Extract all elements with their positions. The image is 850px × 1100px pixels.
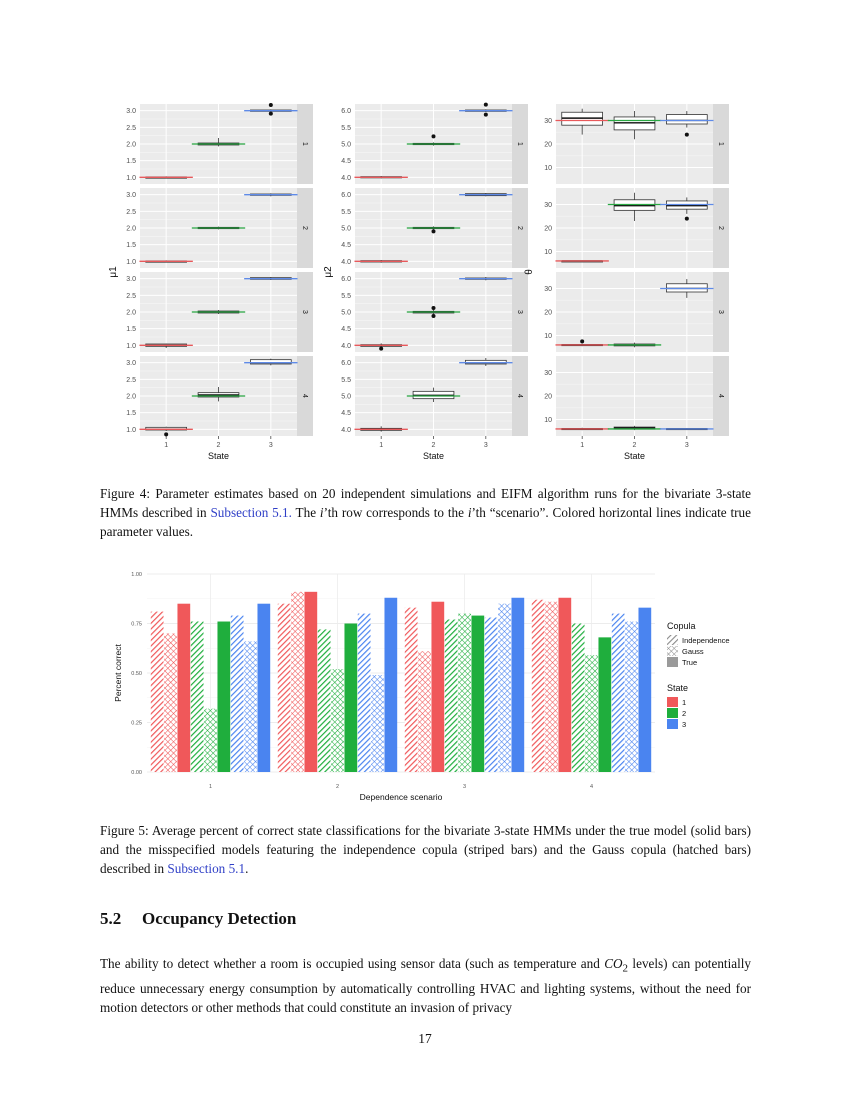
y-tick-label: 6.0 — [341, 276, 351, 284]
bar-scenario-1-state-3-independence — [231, 616, 244, 772]
outlier-point — [164, 432, 168, 436]
x-tick-label: 3 — [462, 784, 467, 790]
outlier-point — [685, 217, 689, 221]
y-tick-label: 1.0 — [126, 342, 136, 350]
x-tick-label: 2 — [431, 442, 436, 449]
bar-scenario-2-state-3-true — [384, 598, 397, 772]
y-tick-label: 1.0 — [126, 174, 136, 182]
y-axis-title: θ — [524, 269, 535, 275]
figure-4-boxplots — [100, 96, 750, 466]
bar-scenario-2-state-2-independence — [318, 629, 331, 772]
bar-scenario-2-state-3-gauss — [371, 675, 384, 772]
y-tick-label: 4.5 — [341, 158, 351, 166]
legend-key-state — [667, 708, 678, 718]
y-tick-label: 5.0 — [341, 309, 351, 317]
outlier-point — [685, 133, 689, 137]
section-title: Occupancy Detection — [142, 909, 297, 928]
y-tick-label: 10 — [544, 165, 552, 173]
x-axis-title: State — [207, 451, 230, 461]
x-tick-label: 2 — [632, 442, 637, 449]
section-heading — [100, 909, 296, 929]
facet-label: 1 — [717, 142, 724, 146]
bar-scenario-3-state-3-gauss — [498, 604, 511, 772]
y-tick-label: 2.5 — [126, 292, 136, 300]
y-tick-label: 30 — [544, 369, 552, 377]
x-tick-label: 1 — [580, 442, 585, 449]
y-tick-label: 4.0 — [341, 342, 351, 350]
bar-scenario-1-state-3-gauss — [244, 641, 257, 772]
x-tick-label: 1 — [379, 442, 384, 449]
x-axis-title: State — [623, 451, 646, 461]
x-tick-label: 1 — [208, 784, 213, 790]
legend-title-copula: Copula — [667, 621, 696, 631]
x-axis-title: State — [422, 451, 445, 461]
y-tick-label: 4.0 — [341, 258, 351, 266]
bar-scenario-4-state-3-true — [638, 608, 651, 772]
bar-scenario-3-state-2-independence — [445, 620, 458, 772]
box — [666, 115, 707, 124]
y-axis-title: Percent correct — [113, 644, 123, 702]
figure-5-label: Figure 5: — [100, 823, 149, 838]
y-tick-label: 5.0 — [341, 225, 351, 233]
legend-key-state — [667, 719, 678, 729]
bar-scenario-4-state-1-true — [558, 598, 571, 772]
bar-scenario-3-state-2-gauss — [458, 614, 471, 772]
bar-scenario-2-state-2-gauss — [331, 669, 344, 772]
panel-3-1 — [544, 104, 729, 184]
y-tick-label: 4.0 — [341, 174, 351, 182]
panel-1-4 — [126, 356, 313, 436]
bar-scenario-2-state-1-independence — [278, 604, 291, 772]
facet-label: 2 — [301, 226, 308, 230]
panel-1-2 — [126, 188, 313, 268]
subsection-link[interactable]: Subsection 5.1. — [210, 505, 292, 520]
y-tick-label: 5.5 — [341, 208, 351, 216]
y-tick-label: 5.0 — [341, 141, 351, 149]
outlier-point — [432, 306, 436, 310]
facet-label: 1 — [516, 142, 523, 146]
bar-scenario-1-state-3-true — [257, 604, 270, 772]
outlier-point — [484, 113, 488, 117]
facet-label: 4 — [516, 394, 523, 398]
bar-scenario-3-state-3-true — [511, 598, 524, 772]
y-tick-label: 1.00 — [131, 572, 142, 578]
figure-4-caption: Figure 4: Parameter estimates based on 20 independent simulations and EIFM algorithm runs for the bivariate 3-state HMMs described in Subsection 5.1. The i’th row corresponds to the i’th “scenario”. Colored horizontal lines indicate true parameter values. — [100, 486, 752, 539]
facet-label: 4 — [301, 394, 308, 398]
y-tick-label: 1.0 — [126, 426, 136, 434]
bar-scenario-4-state-2-gauss — [585, 655, 598, 772]
outlier-point — [379, 347, 383, 351]
outlier-point — [484, 103, 488, 107]
panel-1-3 — [126, 272, 313, 352]
panel-3-2 — [544, 188, 729, 268]
x-tick-label: 2 — [216, 442, 221, 449]
bar-scenario-4-state-2-independence — [572, 624, 585, 773]
y-tick-label: 20 — [544, 225, 552, 233]
legend-label-copula: True — [682, 658, 698, 667]
y-tick-label: 6.0 — [341, 108, 351, 116]
bar-scenario-2-state-1-gauss — [291, 592, 304, 772]
legend-title-state: State — [667, 683, 689, 693]
y-tick-label: 4.0 — [341, 426, 351, 434]
bar-scenario-4-state-2-true — [598, 637, 611, 772]
bar-scenario-4-state-3-gauss — [625, 622, 638, 772]
figure-5-caption-text: Average percent of correct state classifications for the bivariate 3-state HMMs under the true model (solid bars) and the misspecified models featuring the independence copula (striped bars) and the Gauss copula (hatched bars) described in — [100, 823, 751, 876]
outlier-point — [432, 229, 436, 233]
facet-label: 4 — [717, 394, 724, 398]
y-tick-label: 10 — [544, 249, 552, 257]
facet-label: 3 — [301, 310, 308, 314]
y-axis-title: μ2 — [323, 266, 334, 278]
y-tick-label: 1.5 — [126, 158, 136, 166]
bar-scenario-1-state-1-independence — [151, 612, 164, 772]
y-tick-label: 2.5 — [126, 124, 136, 132]
y-tick-label: 20 — [544, 393, 552, 401]
y-tick-label: 2.5 — [126, 376, 136, 384]
y-tick-label: 0.00 — [131, 770, 142, 776]
outlier-point — [432, 134, 436, 138]
y-tick-label: 0.25 — [131, 720, 142, 727]
y-tick-label: 2.0 — [126, 141, 136, 149]
y-tick-label: 30 — [544, 117, 552, 125]
y-axis-title: μ1 — [108, 266, 119, 278]
bar-scenario-3-state-2-true — [471, 616, 484, 772]
outlier-point — [580, 339, 584, 343]
legend-label-state: 1 — [682, 698, 687, 707]
y-tick-label: 3.0 — [126, 360, 136, 368]
bar-scenario-1-state-2-true — [217, 622, 230, 772]
y-tick-label: 1.5 — [126, 326, 136, 334]
y-tick-label: 30 — [544, 201, 552, 209]
y-tick-label: 4.5 — [341, 326, 351, 334]
facet-label: 2 — [717, 226, 724, 230]
panel-3-3 — [544, 272, 729, 352]
figure-4-label: Figure 4: — [100, 486, 150, 501]
y-tick-label: 5.5 — [341, 376, 351, 384]
y-tick-label: 30 — [544, 285, 552, 293]
bar-scenario-3-state-1-true — [431, 602, 444, 772]
bar-scenario-2-state-2-true — [344, 624, 357, 773]
body-paragraph: The ability to detect whether a room is occupied using sensor data (such as temperature and $CO_2$ levels) can potentially reduce unnecessary energy consumption by automatically controlling HVAC and lighting systems, without the need for motion detectors or other methods that could constitute an invasion of privacy — [100, 956, 752, 1015]
legend-label-state: 3 — [682, 720, 687, 729]
outlier-point — [432, 314, 436, 318]
panel-2-3 — [341, 272, 528, 352]
y-tick-label: 2.0 — [126, 393, 136, 401]
outlier-point — [269, 112, 273, 116]
bar-scenario-4-state-1-gauss — [545, 602, 558, 772]
y-tick-label: 1.5 — [126, 410, 136, 418]
panel-2-2 — [341, 188, 528, 268]
panel-2-4 — [341, 356, 528, 436]
legend-key-copula — [667, 657, 678, 667]
bar-scenario-4-state-3-independence — [612, 614, 625, 772]
y-tick-label: 6.0 — [341, 192, 351, 200]
section-number: 5.2 — [100, 909, 122, 928]
y-tick-label: 1.5 — [126, 242, 136, 250]
y-tick-label: 4.5 — [341, 410, 351, 418]
facet-label: 3 — [717, 310, 724, 314]
x-tick-label: 3 — [483, 442, 488, 449]
y-tick-label: 20 — [544, 141, 552, 149]
facet-label: 2 — [516, 226, 523, 230]
subsection-link[interactable]: Subsection 5.1 — [167, 861, 246, 876]
y-tick-label: 20 — [544, 309, 552, 317]
x-tick-label: 3 — [268, 442, 273, 449]
y-tick-label: 0.75 — [131, 621, 142, 628]
legend-key-state — [667, 697, 678, 707]
figure-5-bar-chart — [100, 566, 750, 806]
bar-scenario-1-state-1-true — [177, 604, 190, 772]
legend-key-copula — [667, 635, 678, 645]
bar-scenario-2-state-1-true — [304, 592, 317, 772]
y-tick-label: 4.5 — [341, 242, 351, 250]
panel-2-1 — [341, 103, 528, 184]
bar-scenario-4-state-1-independence — [532, 600, 545, 772]
y-tick-label: 3.0 — [126, 108, 136, 116]
facet-label: 1 — [301, 142, 308, 146]
x-tick-label: 3 — [684, 442, 689, 449]
y-tick-label: 0.50 — [131, 671, 142, 677]
y-tick-label: 5.5 — [341, 124, 351, 132]
y-tick-label: 6.0 — [341, 360, 351, 368]
y-tick-label: 3.0 — [126, 276, 136, 284]
panel-3-4 — [544, 356, 729, 436]
figure-4-caption-text: Parameter estimates based on 20 independent simulations and EIFM algorithm runs for the bivariate 3-state HMMs described in — [100, 486, 752, 520]
x-axis-title: Dependence scenario — [359, 792, 443, 802]
figure-5-caption: Figure 5: Average percent of correct state classifications for the bivariate 3-state HMMs under the true model (solid bars) and the misspecified models featuring the independence copula (striped bars) and the Gauss copula (hatched bars) described in Subsection 5.1. — [100, 823, 751, 876]
y-tick-label: 1.0 — [126, 258, 136, 266]
legend-label-state: 2 — [682, 709, 687, 718]
bar-scenario-3-state-1-independence — [405, 608, 418, 772]
legend-label-copula: Independence — [682, 636, 730, 645]
x-tick-label: 4 — [589, 784, 594, 790]
legend-label-copula: Gauss — [682, 647, 704, 656]
y-tick-label: 5.5 — [341, 292, 351, 300]
page-number: 17 — [418, 1031, 432, 1046]
x-tick-label: 1 — [164, 442, 169, 449]
y-tick-label: 2.5 — [126, 208, 136, 216]
bar-scenario-3-state-1-gauss — [418, 651, 431, 772]
bar-scenario-2-state-3-independence — [358, 614, 371, 772]
legend-key-copula — [667, 646, 678, 656]
panel-1-1 — [126, 103, 313, 184]
y-tick-label: 10 — [544, 333, 552, 341]
facet-label: 3 — [516, 310, 523, 314]
bar-scenario-3-state-3-independence — [485, 618, 498, 772]
bar-scenario-1-state-1-gauss — [164, 633, 177, 772]
y-tick-label: 5.0 — [341, 393, 351, 401]
y-tick-label: 2.0 — [126, 225, 136, 233]
outlier-point — [269, 103, 273, 107]
y-tick-label: 2.0 — [126, 309, 136, 317]
bar-scenario-1-state-2-gauss — [204, 709, 217, 772]
x-tick-label: 2 — [335, 784, 340, 790]
y-tick-label: 3.0 — [126, 192, 136, 200]
bar-scenario-1-state-2-independence — [191, 622, 204, 772]
y-tick-label: 10 — [544, 417, 552, 425]
